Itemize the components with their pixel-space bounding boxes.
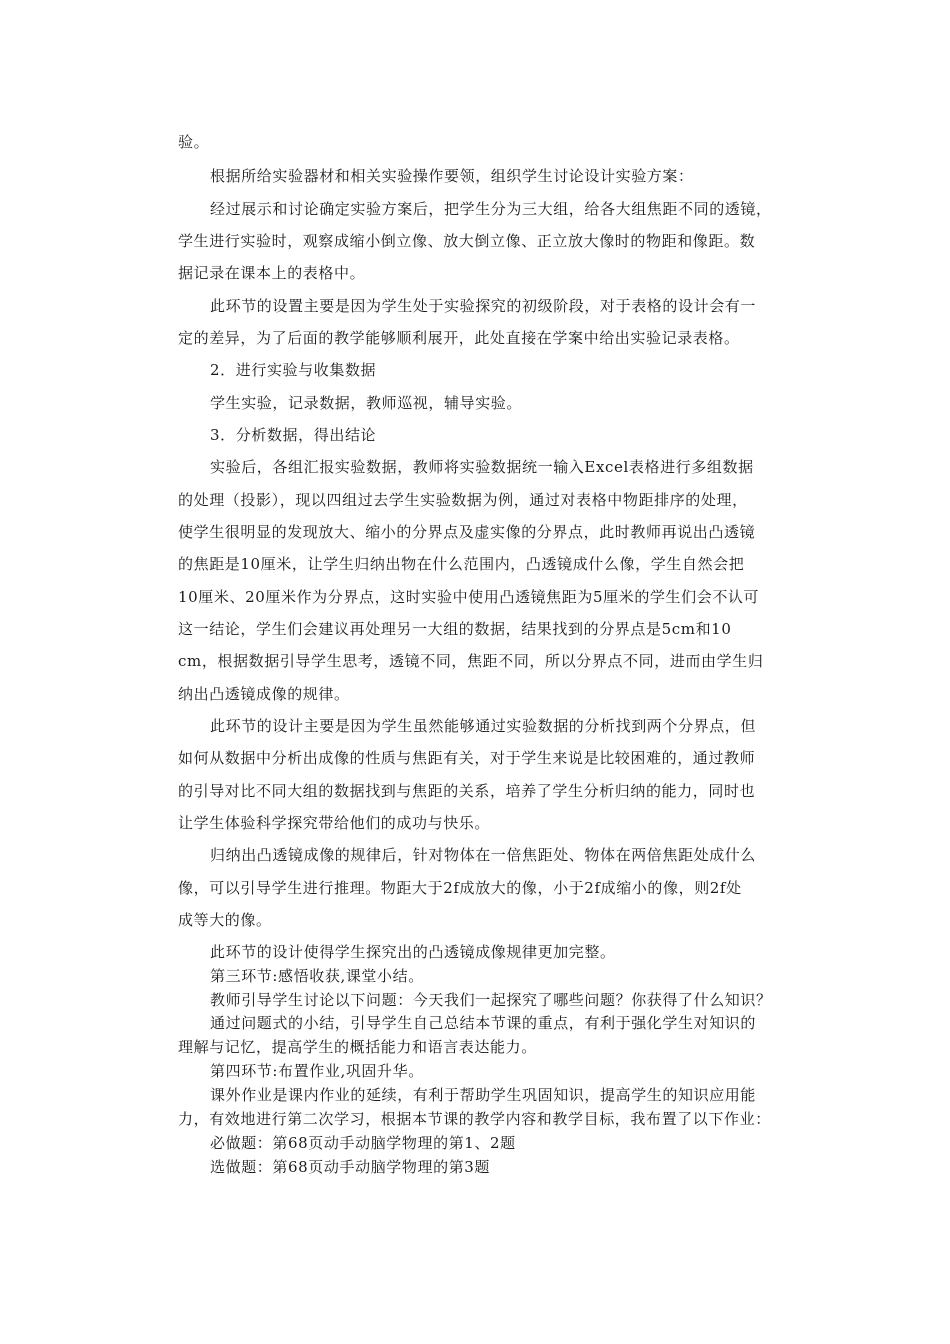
text-line: 的处理（投影），现以四组过去学生实验数据为例，通过对表格中物距排序的处理，: [178, 491, 748, 509]
text-line: 定的差异，为了后面的教学能够顺利展开，此处直接在学案中给出实验记录表格。: [178, 329, 740, 347]
section-heading: 3．分析数据，得出结论: [210, 426, 377, 444]
text-line: 学生实验，记录数据，教师巡视，辅导实验。: [210, 394, 523, 412]
text-line: cm，根据数据引导学生思考，透镜不同，焦距不同，所以分界点不同，进而由学生归: [178, 652, 764, 670]
text-line: 此环节的设计使得学生探究出的凸透镜成像规律更加完整。: [210, 943, 616, 961]
text-line: 的焦距是10厘米，让学生归纳出物在什么范围内，凸透镜成什么像，学生自然会把: [178, 555, 745, 573]
text-line: 纳出凸透镜成像的规律。: [178, 685, 350, 703]
text-line: 此环节的设置主要是因为学生处于实验探究的初级阶段，对于表格的设计会有一: [210, 297, 757, 315]
text-line: 使学生很明显的发现放大、缩小的分界点及虚实像的分界点，此时教师再说出凸透镜: [178, 523, 756, 541]
text-line: 此环节的设计主要是因为学生虽然能够通过实验数据的分析找到两个分界点，但: [210, 717, 757, 735]
section-heading: 2．进行实验与收集数据: [210, 361, 377, 379]
text-line: 像，可以引导学生进行推理。物距大于2f成放大的像，小于2f成缩小的像，则2f处: [178, 879, 742, 897]
text-line: 实验后，各组汇报实验数据，教师将实验数据统一输入Excel表格进行多组数据: [210, 458, 754, 476]
text-line: 学生进行实验时，观察成缩小倒立像、放大倒立像、正立放大像时的物距和像距。数: [178, 232, 756, 250]
text-line: 让学生体验科学探究带给他们的成功与快乐。: [178, 814, 491, 832]
text-line: 教师引导学生讨论以下问题：今天我们一起探究了哪些问题？你获得了什么知识？: [210, 991, 772, 1009]
text-line: 的引导对比不同大组的数据找到与焦距的关系，培养了学生分析归纳的能力，同时也: [178, 782, 756, 800]
text-line: 力，有效地进行第二次学习，根据本节课的教学内容和教学目标，我布置了以下作业：: [178, 1110, 771, 1128]
text-line: 经过展示和讨论确定实验方案后，把学生分为三大组，给各大组焦距不同的透镜，: [210, 200, 772, 218]
text-line: 据记录在课本上的表格中。: [178, 264, 366, 282]
text-line: 通过问题式的小结，引导学生自己总结本节课的重点，有利于强化学生对知识的: [210, 1014, 757, 1032]
text-line: 验。: [178, 133, 210, 151]
text-line: 归纳出凸透镜成像的规律后，针对物体在一倍焦距处、物体在两倍焦距处成什么: [210, 846, 757, 864]
text-line: 选做题：第68页动手动脑学物理的第3题: [210, 1158, 491, 1176]
text-line: 10厘米、20厘米作为分界点，这时实验中使用凸透镜焦距为5厘米的学生们会不认可: [178, 588, 760, 606]
text-line: 课外作业是课内作业的延续，有利于帮助学生巩固知识，提高学生的知识应用能: [210, 1086, 757, 1104]
text-line: 理解与记忆，提高学生的概括能力和语言表达能力。: [178, 1038, 537, 1056]
text-line: 必做题：第68页动手动脑学物理的第1、2题: [210, 1134, 516, 1152]
text-line: 根据所给实验器材和相关实验操作要领，组织学生讨论设计实验方案：: [210, 167, 694, 185]
text-line: 成等大的像。: [178, 911, 272, 929]
text-line: 这一结论，学生们会建议再处理另一大组的数据，结果找到的分界点是5cm和10: [178, 620, 732, 638]
section-heading: 第三环节:感悟收获,课堂小结。: [210, 967, 424, 985]
section-heading: 第四环节:布置作业,巩固升华。: [210, 1062, 424, 1080]
text-line: 如何从数据中分析出成像的性质与焦距有关，对于学生来说是比较困难的，通过教师: [178, 749, 756, 767]
